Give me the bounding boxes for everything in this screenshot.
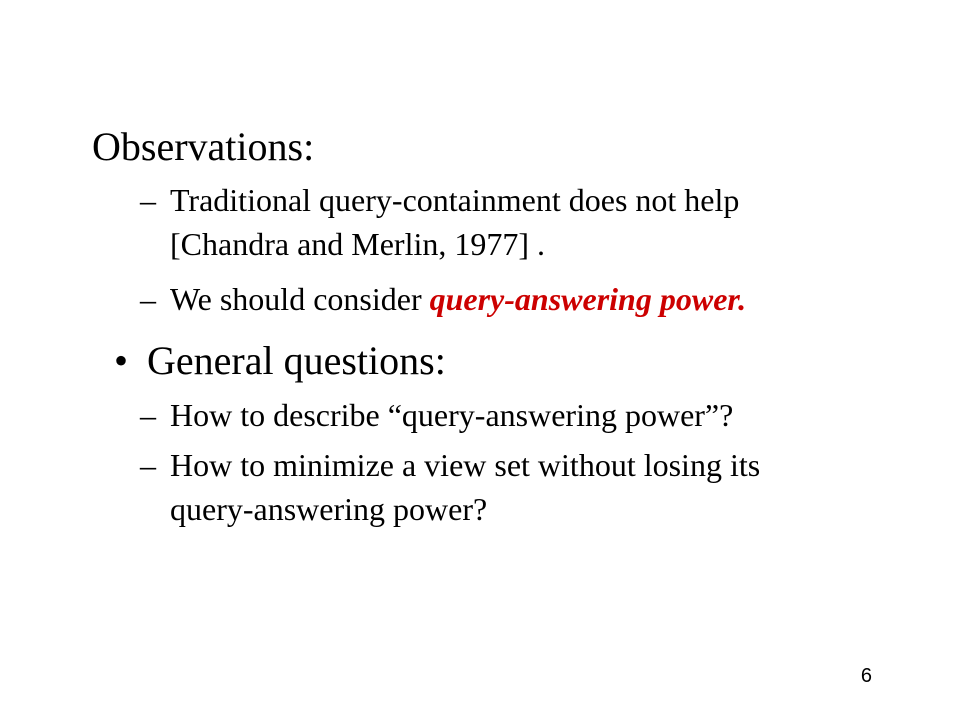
- observation-item-line: [170, 280, 746, 318]
- observation-item-prefix: We should consider: [170, 281, 430, 317]
- emphasis-query-answering-power: query-answering power.: [429, 281, 747, 317]
- general-item-line: How to minimize a view set without losing its: [170, 447, 761, 483]
- general-item-line: How to describe “query-answering power”?: [170, 397, 734, 433]
- observations-heading: Observations:: [92, 124, 315, 169]
- general-item-continuation: query-answering power?: [170, 491, 488, 527]
- bullet-marker: •: [114, 338, 129, 383]
- general-questions-heading: General questions:: [147, 338, 446, 383]
- dash-marker: –: [140, 447, 156, 483]
- dash-marker: –: [140, 281, 156, 317]
- observation-item-line: Traditional query-containment does not help: [170, 182, 740, 218]
- observation-item-citation: [Chandra and Merlin, 1977] .: [170, 226, 546, 262]
- dash-marker: –: [140, 182, 156, 218]
- dash-marker: –: [140, 397, 156, 433]
- page-number: 6: [860, 665, 872, 687]
